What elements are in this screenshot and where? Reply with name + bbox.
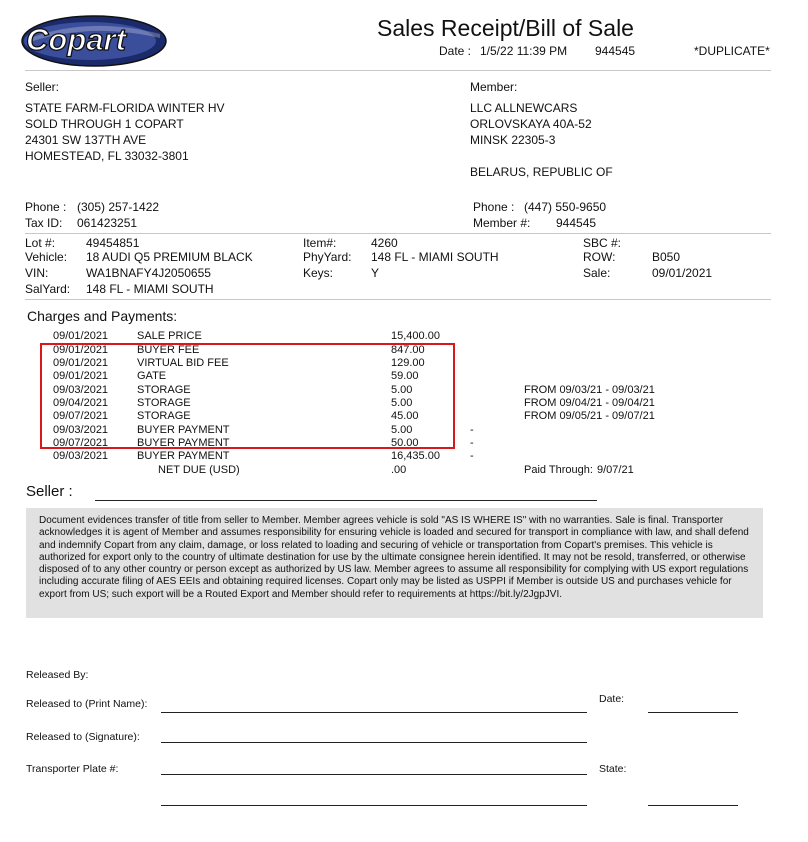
charge-amount: 15,400.00: [391, 330, 440, 342]
charge-amount: 847.00: [391, 344, 425, 356]
net-due-amount: .00: [391, 464, 407, 476]
divider: [25, 233, 771, 234]
divider: [25, 70, 771, 71]
page-title: Sales Receipt/Bill of Sale: [377, 15, 634, 41]
charge-date: 09/03/2021: [53, 424, 109, 436]
phyyard-label: PhyYard:: [303, 250, 352, 264]
charge-description: BUYER PAYMENT: [137, 437, 230, 449]
paid-through-date: 9/07/21: [597, 464, 634, 476]
seller-phone: (305) 257-1422: [77, 200, 160, 214]
date-label: Date:: [599, 693, 625, 705]
seller-phone-label: Phone :: [25, 200, 67, 214]
charge-dash: -: [470, 437, 474, 449]
phyyard-value: 148 FL - MIAMI SOUTH: [371, 250, 499, 264]
charge-date: 09/03/2021: [53, 450, 109, 462]
item-number: 4260: [371, 236, 398, 250]
charge-description: GATE: [137, 370, 167, 382]
member-number: 944545: [556, 216, 597, 230]
member-phone-label: Phone :: [473, 200, 515, 214]
seller-line: 24301 SW 137TH AVE: [25, 133, 147, 147]
highlight-annotation: [40, 343, 455, 449]
charge-description: BUYER FEE: [137, 344, 200, 356]
vehicle-label: Vehicle:: [25, 250, 68, 264]
member-line: BELARUS, REPUBLIC OF: [470, 165, 613, 179]
signature-line: [161, 742, 587, 743]
member-line: MINSK 22305-3: [470, 133, 556, 147]
charge-description: STORAGE: [137, 384, 191, 396]
charge-description: STORAGE: [137, 397, 191, 409]
charge-date: 09/01/2021: [53, 344, 109, 356]
member-number-label: Member #:: [473, 216, 531, 230]
sale-label: Sale:: [583, 266, 611, 280]
row-value: B050: [652, 250, 681, 264]
item-label: Item#:: [303, 236, 337, 250]
member-line: ORLOVSKAYA 40A-52: [470, 117, 592, 131]
charge-date: 09/01/2021: [53, 370, 109, 382]
table-row: [0, 330, 808, 343]
terms-box: [26, 508, 763, 618]
charge-dash: -: [470, 424, 474, 436]
released-by-label: Released By:: [26, 669, 89, 681]
charge-description: BUYER PAYMENT: [137, 424, 230, 436]
lot-number: 49454851: [86, 236, 140, 250]
copart-logo: [20, 14, 168, 68]
seller-signature-line: [95, 500, 597, 501]
charge-date: 09/07/2021: [53, 410, 109, 422]
state-label: State:: [599, 763, 627, 775]
charge-note: FROM 09/05/21 - 09/07/21: [524, 410, 655, 422]
plate-label: Transporter Plate #:: [26, 763, 119, 775]
member-heading: Member:: [470, 80, 518, 94]
charge-amount: 5.00: [391, 384, 413, 396]
sbc-label: SBC #:: [583, 236, 622, 250]
charge-amount: 5.00: [391, 397, 413, 409]
charge-description: BUYER PAYMENT: [137, 450, 230, 462]
charge-note: FROM 09/03/21 - 09/03/21: [524, 384, 655, 396]
blank-line: [161, 805, 587, 806]
charge-date: 09/01/2021: [53, 357, 109, 369]
charge-description: VIRTUAL BID FEE: [137, 357, 229, 369]
divider: [25, 299, 771, 300]
charge-amount: 45.00: [391, 410, 419, 422]
net-due-label: NET DUE (USD): [158, 464, 240, 476]
seller-signature-label: Seller :: [26, 483, 73, 500]
date-label: Date :: [439, 44, 472, 58]
seller-heading: Seller:: [25, 80, 60, 94]
paid-through-label: Paid Through:: [524, 464, 593, 476]
charge-note: FROM 09/04/21 - 09/04/21: [524, 397, 655, 409]
lot-label: Lot #:: [25, 236, 56, 250]
row-label: ROW:: [583, 250, 616, 264]
sale-date: 09/01/2021: [652, 266, 713, 280]
seller-taxid: 061423251: [77, 216, 138, 230]
charge-date: 09/07/2021: [53, 437, 109, 449]
salyard-value: 148 FL - MIAMI SOUTH: [86, 282, 214, 296]
charges-heading: Charges and Payments:: [27, 308, 178, 324]
vin-label: VIN:: [25, 266, 49, 280]
seller-taxid-label: Tax ID:: [25, 216, 63, 230]
vin-value: WA1BNAFY4J2050655: [86, 266, 211, 280]
seller-line: STATE FARM-FLORIDA WINTER HV: [25, 101, 225, 115]
charge-date: 09/01/2021: [53, 330, 109, 342]
salyard-label: SalYard:: [25, 282, 71, 296]
plate-line: [161, 774, 587, 775]
print-name-label: Released to (Print Name):: [26, 698, 148, 710]
logo-text: Copart: [26, 22, 126, 57]
charge-description: SALE PRICE: [137, 330, 202, 342]
receipt-number: 944545: [595, 44, 636, 58]
duplicate-stamp: *DUPLICATE*: [694, 44, 770, 58]
date-value: 1/5/22 11:39 PM: [480, 44, 568, 58]
charge-description: STORAGE: [137, 410, 191, 422]
charge-amount: 50.00: [391, 437, 419, 449]
charge-amount: 16,435.00: [391, 450, 440, 462]
seller-line: HOMESTEAD, FL 33032-3801: [25, 149, 189, 163]
terms-text: Document evidences transfer of title from seller to Member. Member agrees vehicle is sold "AS IS WHERE IS" with no warranties. Sale is final. Transporter acknowledges it is agent of Member and assumes responsibility for ensuring vehicle is loaded and secured for transport in compliance with law, and shall defend and indemnify Copart from any claim, damage, or loss related to loading and securing of vehicle or transportation from Copart's premises. This vehicle is authorized for export only to the country of ultimate destination for use by the ultimate consignee herein identified. It may not be resold, transferred, or otherwise disposed of to any other country or person except as authorized by US law. Member agrees to assume all responsibility for complying with US export regulations including accurate filing of AES EEIs and obtaining required licenses. Copart only may be listed as USPPI if Member is outside US and purchases vehicle for export from US; such export will be a Routed Export and Member should refer to requirements at https://bit.ly/2JgpJVI.: [39, 515, 749, 600]
signature-label: Released to (Signature):: [26, 731, 140, 743]
date-line: [648, 712, 738, 713]
charge-date: 09/04/2021: [53, 397, 109, 409]
vehicle-description: 18 AUDI Q5 PREMIUM BLACK: [86, 250, 253, 264]
table-row: [0, 450, 808, 463]
charge-dash: -: [470, 450, 474, 462]
charge-amount: 5.00: [391, 424, 413, 436]
member-phone: (447) 550-9650: [524, 200, 607, 214]
member-line: LLC ALLNEWCARS: [470, 101, 578, 115]
keys-value: Y: [371, 266, 380, 280]
seller-line: SOLD THROUGH 1 COPART: [25, 117, 184, 131]
charge-amount: 59.00: [391, 370, 419, 382]
print-name-line: [161, 712, 587, 713]
charge-amount: 129.00: [391, 357, 425, 369]
keys-label: Keys:: [303, 266, 334, 280]
charge-date: 09/03/2021: [53, 384, 109, 396]
state-line: [648, 805, 738, 806]
